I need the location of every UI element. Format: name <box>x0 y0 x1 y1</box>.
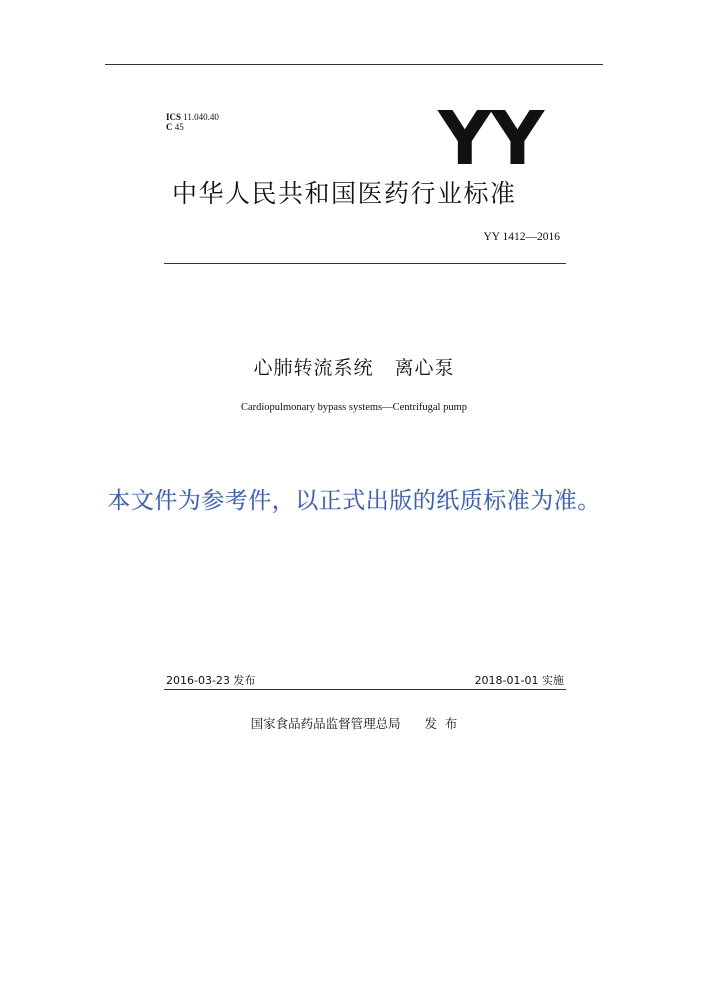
issuer-name: 国家食品药品监督管理总局 <box>250 716 401 731</box>
document-title-chinese: 心肺转流系统 离心泵 <box>253 357 455 379</box>
top-divider <box>105 64 603 65</box>
ics-label: ICS <box>166 112 182 122</box>
issuer-line <box>0 716 708 732</box>
standard-number: YY 1412—2016 <box>483 231 560 243</box>
ccs-label: C <box>166 122 173 132</box>
ics-value: 11.040.40 <box>183 112 219 122</box>
reference-watermark: 本文件为参考件，以正式出版的纸质标准为准。 <box>107 488 601 514</box>
issue-date: 2016-03-23 发布 <box>166 674 256 687</box>
implementation-date: 2018-01-01 实施 <box>474 674 564 687</box>
standard-category-title: 中华人民共和国医药行业标准 <box>172 179 517 208</box>
footer-divider <box>164 689 566 690</box>
issuer-action: 发 布 <box>424 716 458 731</box>
yy-logo: YY <box>438 96 544 182</box>
document-title-english: Cardiopulmonary bypass systems—Centrifugal pump <box>240 402 468 413</box>
header-divider <box>164 263 566 264</box>
ccs-value: 45 <box>174 122 184 132</box>
ccs-code <box>166 122 184 133</box>
